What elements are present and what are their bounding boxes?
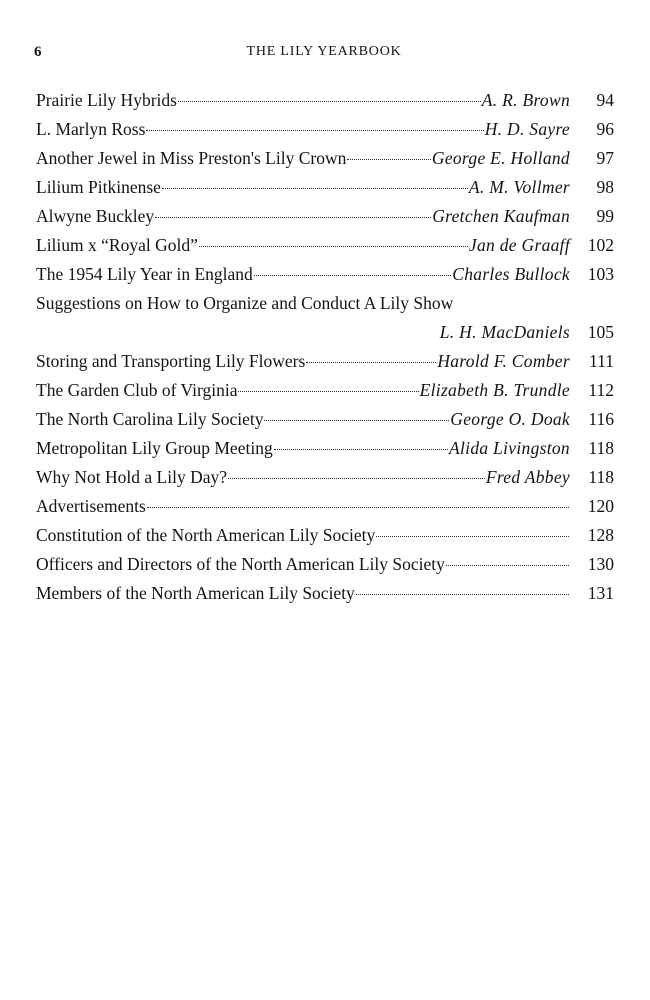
toc-page-number: 99 <box>596 206 614 226</box>
toc-page-number: 131 <box>587 583 614 603</box>
toc-author: A. M. Vollmer <box>468 177 570 197</box>
toc-author: George O. Doak <box>450 409 570 429</box>
toc-title: Officers and Directors of the North American Lily Society <box>36 554 445 574</box>
toc-title: Suggestions on How to Organize and Conduct A Lily Show <box>36 293 454 313</box>
toc-entry <box>36 289 614 347</box>
toc-title: The Garden Club of Virginia <box>36 380 238 400</box>
toc-title: Why Not Hold a Lily Day? <box>36 467 227 487</box>
dot-leader <box>356 593 569 595</box>
dot-leader <box>178 100 481 102</box>
toc-author: Elizabeth B. Trundle <box>419 380 570 400</box>
toc-author: Harold F. Comber <box>437 351 570 371</box>
toc-author: H. D. Sayre <box>484 119 570 139</box>
toc-title: Alwyne Buckley <box>36 206 155 226</box>
toc-entry <box>36 405 614 434</box>
toc-entry <box>36 144 614 173</box>
toc-page-number: 105 <box>587 322 614 342</box>
toc-page-number: 97 <box>596 148 614 168</box>
toc-title: Advertisements <box>36 496 146 516</box>
toc-author: Gretchen Kaufman <box>432 206 570 226</box>
toc-entry <box>36 260 614 289</box>
toc-page-number: 111 <box>589 351 614 371</box>
toc-author: Jan de Graaff <box>468 235 570 255</box>
toc-title: Members of the North American Lily Society <box>36 583 355 603</box>
toc-page-number: 102 <box>587 235 614 255</box>
toc-author: Alida Livingston <box>449 438 570 458</box>
toc-entry <box>36 463 614 492</box>
toc-entry <box>36 202 614 231</box>
dot-leader <box>238 390 418 392</box>
toc-entry <box>36 521 614 550</box>
page-header <box>34 44 614 66</box>
page-number: 6 <box>34 44 42 60</box>
dot-leader <box>254 274 451 276</box>
dot-leader <box>147 506 569 508</box>
toc-title: The North Carolina Lily Society <box>36 409 264 429</box>
toc-author: George E. Holland <box>431 148 570 168</box>
toc-title: The 1954 Lily Year in England <box>36 264 253 284</box>
toc-title: Prairie Lily Hybrids <box>36 90 177 110</box>
toc-title: Another Jewel in Miss Preston's Lily Crown <box>36 148 347 168</box>
toc-entry <box>36 173 614 202</box>
toc-title: Metropolitan Lily Group Meeting <box>36 438 273 458</box>
dot-leader <box>162 187 468 189</box>
toc-entry <box>36 231 614 260</box>
toc-page-number: 120 <box>587 496 614 516</box>
toc-entry <box>36 550 614 579</box>
dot-leader <box>446 564 569 566</box>
toc-page-number: 112 <box>588 380 614 400</box>
toc-entry <box>36 492 614 521</box>
dot-leader <box>347 158 431 160</box>
toc-entry <box>36 115 614 144</box>
table-of-contents <box>36 86 614 608</box>
toc-author: Fred Abbey <box>485 467 570 487</box>
toc-page-number: 94 <box>596 90 614 110</box>
toc-page-number: 118 <box>588 467 614 487</box>
toc-page-number: 118 <box>588 438 614 458</box>
toc-title: Storing and Transporting Lily Flowers <box>36 351 306 371</box>
toc-page-number: 103 <box>587 264 614 284</box>
toc-title: L. Marlyn Ross <box>36 119 146 139</box>
toc-page-number: 96 <box>596 119 614 139</box>
dot-leader <box>306 361 436 363</box>
toc-author: A. R. Brown <box>481 90 570 110</box>
toc-entry <box>36 579 614 608</box>
running-title: THE LILY YEARBOOK <box>246 44 402 59</box>
toc-entry <box>36 434 614 463</box>
dot-leader <box>228 477 485 479</box>
toc-page-number: 128 <box>587 525 614 545</box>
toc-entry <box>36 376 614 405</box>
toc-author: Charles Bullock <box>452 264 570 284</box>
toc-entry <box>36 86 614 115</box>
toc-entry <box>36 347 614 376</box>
toc-author: L. H. MacDaniels <box>439 322 570 342</box>
toc-title: Lilium Pitkinense <box>36 177 161 197</box>
dot-leader <box>274 448 448 450</box>
toc-page-number: 98 <box>596 177 614 197</box>
toc-title: Lilium x “Royal Gold” <box>36 235 198 255</box>
dot-leader <box>199 245 468 247</box>
toc-page-number: 116 <box>588 409 614 429</box>
dot-leader <box>155 216 431 218</box>
dot-leader <box>376 535 569 537</box>
dot-leader <box>146 129 483 131</box>
toc-page-number: 130 <box>587 554 614 574</box>
dot-leader <box>264 419 449 421</box>
toc-title: Constitution of the North American Lily Society <box>36 525 376 545</box>
